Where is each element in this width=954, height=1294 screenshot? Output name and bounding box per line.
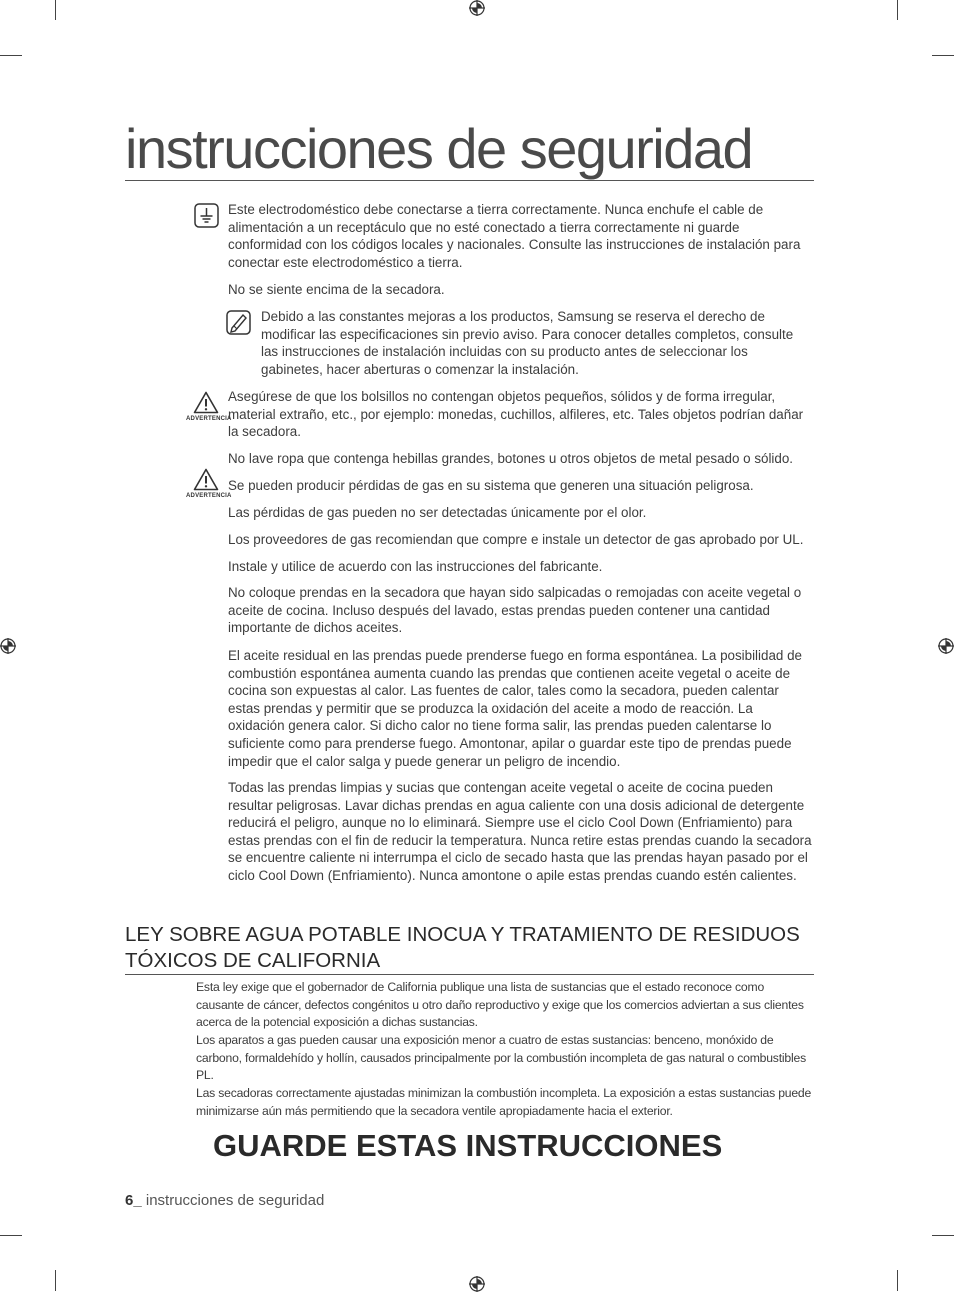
california-heading-line2: TÓXICOS DE CALIFORNIA	[125, 949, 381, 972]
crop-mark	[897, 1270, 898, 1291]
install-paragraph: Instale y utilice de acuerdo con las instrucciones del fabricante.	[228, 559, 603, 574]
crop-mark	[897, 0, 898, 20]
note-paragraph: Debido a las constantes mejoras a los productos, Samsung se reserva el derecho de modificar las especificaciones sin previo aviso. Para conocer detalles completos, consulte las instrucciones de instalación incluidas con su producto antes de seleccionar los gabinetes, hacer aberturas o comenzar la instalación.	[261, 309, 794, 377]
crop-mark	[0, 55, 22, 56]
registration-mark-icon	[467, 0, 487, 20]
california-heading	[125, 922, 814, 975]
ground-symbol-icon	[194, 203, 219, 228]
gas-leak-paragraph: Se pueden producir pérdidas de gas en su sistema que generen una situación peligrosa.	[228, 478, 754, 493]
california-paragraph-1: Esta ley exige que el gobernador de California publique una lista de sustancias que el estado reconoce como causante de cáncer, defectos congénitos u otro daño reproductivo y exige que los comercios adviertan a sus clientes acerca de la potencial exposición a dichas sustancias.	[196, 980, 804, 1030]
footer-section: instrucciones de seguridad	[141, 1192, 325, 1209]
gas-smell-paragraph: Las pérdidas de gas pueden no ser detectadas únicamente por el olor.	[228, 505, 647, 520]
crop-mark	[55, 1270, 56, 1291]
registration-mark-icon	[0, 636, 20, 656]
crop-mark	[55, 0, 56, 20]
save-instructions-heading: GUARDE ESTAS INSTRUCCIONES	[213, 1128, 723, 1163]
california-heading-line1: LEY SOBRE AGUA POTABLE INOCUA Y TRATAMIENTO DE RESIDUOS	[125, 923, 800, 946]
registration-mark-icon	[467, 1274, 487, 1294]
oil-clothes-paragraph: No coloque prendas en la secadora que hayan sido salpicadas o remojadas con aceite vegetal o aceite de cocina. Incluso después del lavado, estas prendas pueden contener una cantidad importante de dichos aceites.	[228, 585, 802, 636]
crop-mark	[932, 1235, 954, 1236]
pockets-paragraph: Asegúrese de que los bolsillos no contengan objetos pequeños, sólidos y de forma irregular, material extraño, etc., por ejemplo: monedas, cuchillos, alfileres, etc. Tales objetos podrían dañar la secadora.	[228, 389, 804, 440]
warning-triangle-icon	[193, 391, 219, 414]
warning-label: ADVERTENCIA	[186, 416, 232, 422]
page-footer	[125, 1192, 324, 1209]
cool-down-paragraph: Todas las prendas limpias y sucias que contengan aceite vegetal o aceite de cocina pueden resultar peligrosas. Lavar dichas prendas en agua caliente con una dosis adicional de detergente reducirá el peligro, aunque no lo eliminará. Siempre use el ciclo Cool Down (Enfriamiento) para estas prendas con el fin de reducir la temperatura. Nunca retire estas prendas cuando la secadora se encuentre caliente ni interrumpa el ciclo de secado hasta que las prendas hayan pasado por el ciclo Cool Down (Enfriamiento). Nunca amontone o apile estas prendas cuando estén calientes.	[228, 780, 812, 883]
crop-mark	[932, 55, 954, 56]
page-title: instrucciones de seguridad	[125, 118, 814, 181]
spontaneous-combustion-paragraph: El aceite residual en las prendas puede prenderse fuego en forma espontánea. La posibilidad de combustión espontánea aumenta cuando las prendas que contienen aceite vegetal o aceite de cocina son expuestas al calor. Las fuentes de calor, tales como la secadora, pueden calentar estas prendas y permitir que se produzca la oxidación del aceite a modo de reacción. La oxidación genera calor. Si dicho calor no tiene forma salir, las prendas pueden calentarse lo suficiente como para prenderse fuego. Amontonar, apilar o guardar este tipo de prendas puede impedir que el calor salga y puede generar un peligro de incendio.	[228, 648, 802, 769]
note-pencil-icon	[226, 310, 251, 335]
buckles-paragraph: No lave ropa que contenga hebillas grandes, botones u otros objetos de metal pesado o sólido.	[228, 451, 794, 466]
no-sit-paragraph: No se siente encima de la secadora.	[228, 282, 445, 297]
crop-mark	[0, 1235, 22, 1236]
grounding-paragraph: Este electrodoméstico debe conectarse a tierra correctamente. Nunca enchufe el cable de alimentación a un receptáculo que no esté conectado a tierra correctamente ni guarde conformidad con los códigos locales y nacionales. Consulte las instrucciones de instalación para conectar este electrodoméstico a tierra.	[228, 202, 801, 270]
page-number: 6_	[125, 1192, 142, 1209]
california-paragraph-2: Los aparatos a gas pueden causar una exposición menor a cuatro de estas sustancias: benceno, monóxido de carbono, formaldehído y hollín, causados principalmente por la combustión incompleta de gas natural o combustibles PL.	[196, 1033, 806, 1083]
warning-triangle-icon	[193, 468, 219, 491]
warning-label: ADVERTENCIA	[186, 493, 232, 499]
registration-mark-icon	[934, 636, 954, 656]
gas-detector-paragraph: Los proveedores de gas recomiendan que compre e instale un detector de gas aprobado por UL.	[228, 532, 804, 547]
california-paragraph-3: Las secadoras correctamente ajustadas minimizan la combustión incompleta. La exposición a estas sustancias puede minimizarse aún más permitiendo que la secadora ventile apropiadamente hacia el exterior.	[196, 1086, 812, 1118]
